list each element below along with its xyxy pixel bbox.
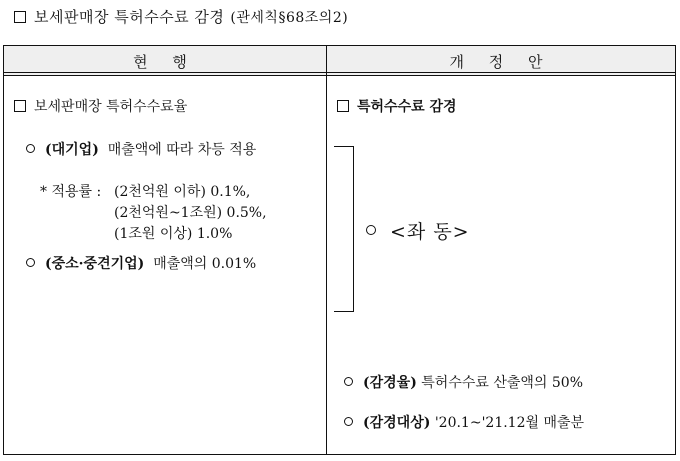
header-current: 현 행 xyxy=(133,53,197,71)
reduction-target xyxy=(344,412,584,432)
sme-tag: (중소·중견기업) xyxy=(45,256,145,272)
proposed-heading: 특허수수료 감경 xyxy=(337,96,457,116)
circle-bullet-icon xyxy=(366,225,376,235)
rates-prefix: * 적용률 : xyxy=(40,184,102,200)
table-header xyxy=(4,46,675,76)
checkbox-square-icon xyxy=(14,11,26,23)
header-proposed: 개 정 안 xyxy=(449,53,553,71)
sme-text: 매출액의 0.01% xyxy=(153,256,257,272)
large-company-text: 매출액에 따라 차등 적용 xyxy=(107,142,257,158)
rate-line-1: (2천억원 이하) 0.1%, xyxy=(114,184,251,200)
title-reference: (관세칙§68조의2) xyxy=(230,10,349,26)
reduction-target-tag: (감경대상) xyxy=(363,415,431,431)
column-divider xyxy=(326,46,327,454)
circle-bullet-icon xyxy=(344,417,353,426)
same-as-left: <좌 동> xyxy=(366,217,470,244)
current-sme xyxy=(26,253,256,273)
circle-bullet-icon xyxy=(26,258,35,267)
reduction-target-text: '20.1~'21.12월 매출분 xyxy=(434,415,585,431)
comparison-table xyxy=(3,45,676,455)
reduction-rate-tag: (감경율) xyxy=(363,375,417,391)
circle-bullet-icon xyxy=(344,377,353,386)
bracket-icon xyxy=(334,146,354,312)
current-heading: 보세판매장 특허수수료율 xyxy=(14,96,187,116)
large-company-tag: (대기업) xyxy=(45,142,99,158)
current-large-company xyxy=(26,139,256,159)
circle-bullet-icon xyxy=(26,144,35,153)
square-bullet-icon xyxy=(337,100,349,112)
page-title xyxy=(14,6,348,27)
rate-line-2: (2천억원~1조원) 0.5%, xyxy=(114,205,267,221)
square-bullet-icon xyxy=(14,100,26,112)
rate-line-3: (1조원 이상) 1.0% xyxy=(114,226,233,242)
title-main: 보세판매장 특허수수료 감경 xyxy=(34,8,225,26)
reduction-rate xyxy=(344,372,583,392)
reduction-rate-text: 특허수수료 산출액의 50% xyxy=(421,375,584,391)
